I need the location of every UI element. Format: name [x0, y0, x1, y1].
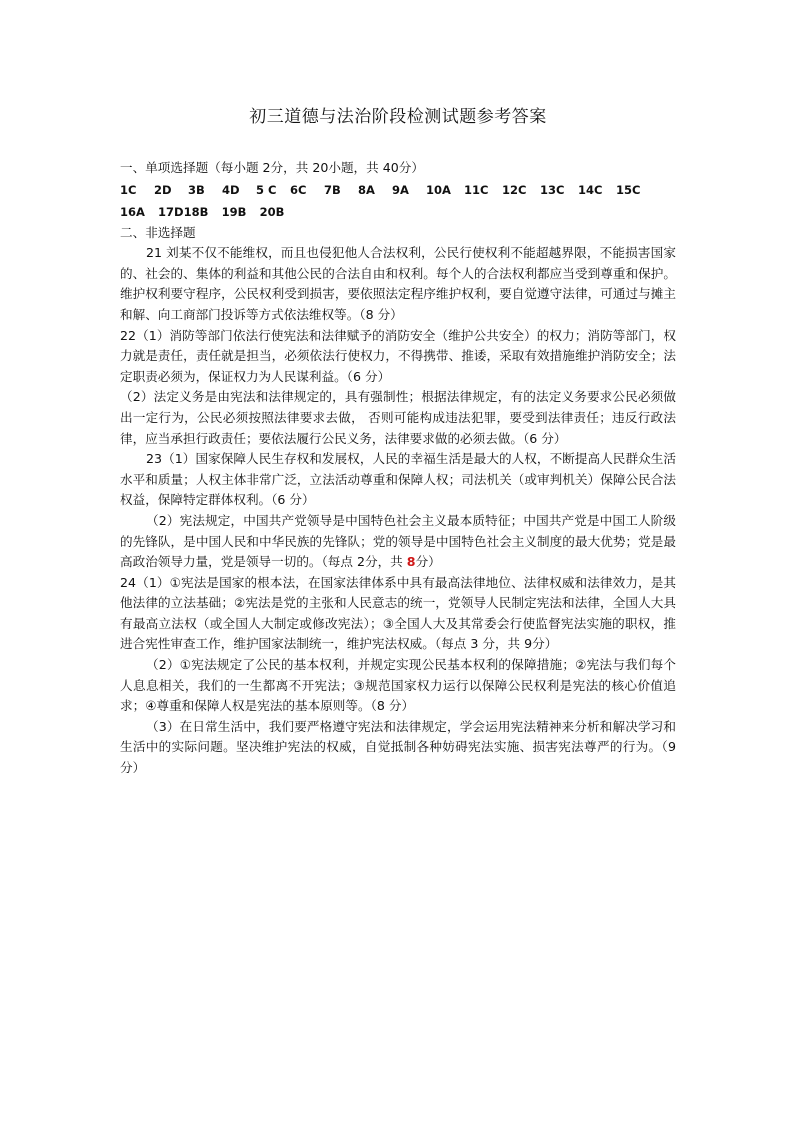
- answer-item: 1C: [120, 182, 137, 197]
- answer-item: 5 C: [256, 182, 277, 197]
- answer-q23-2-score: 8: [406, 554, 416, 570]
- answer-item: 10A: [426, 182, 451, 197]
- answer-item: 2D: [154, 182, 172, 197]
- answer-q23-2: [120, 511, 676, 573]
- section2-heading: 二、非选择题: [120, 224, 196, 240]
- answer-q21: 21 刘某不仅不能维权，而且也侵犯他人合法权利，公民行使权利不能超越界限，不能损害国家的、社会的、集体的利益和其他公民的合法自由和权利。每个人的合法权利都应当受到尊重和保护。维护权利要守程序，公民权利受到损害，要依照法定程序维护权利，要自觉遵守法律，可通过与摊主和解、向工商部门投诉等方式依法维权等。（8 分）: [120, 245, 676, 322]
- answer-q23-2-tail: 分）: [415, 554, 441, 570]
- answer-item: 19B: [221, 204, 247, 219]
- answer-item: 6C: [290, 182, 307, 197]
- answer-item: 7B: [324, 182, 341, 197]
- answer-q23-1: 23（1）国家保障人民生存权和发展权，人民的幸福生活是最大的人权，不断提高人民群众生活水平和质量；人权主体非常广泛，立法活动尊重和保障人权；司法机关（或审判机关）保障公民合法权益，保障特定群体权利。（6 分）: [120, 451, 676, 508]
- answer-item: 11C: [464, 182, 489, 197]
- answer-item: 4D: [222, 182, 240, 197]
- answer-item: 17D: [158, 204, 184, 219]
- answer-sheet: [120, 104, 676, 779]
- answer-item: 12C: [502, 182, 527, 197]
- page-title: 初三道德与法治阶段检测试题参考答案: [249, 107, 547, 127]
- choice-answer-list: [120, 179, 676, 223]
- answer-item: 13C: [540, 182, 565, 197]
- answer-item: 20B: [259, 204, 285, 219]
- answer-item: 8A: [358, 182, 375, 197]
- answer-q22-2: （2）法定义务是由宪法和法律规定的，具有强制性；根据法律规定，有的法定义务要求公民必须做出一定行为，公民必须按照法律要求去做， 否则可能构成违法犯罪，要受到法律责任；违反行政法律，应当承担行政责任；要依法履行公民义务，法律要求做的必须去做。（6 分）: [120, 389, 676, 446]
- answer-q22-1: 22（1）消防等部门依法行使宪法和法律赋予的消防安全（维护公共安全）的权力；消防等部门，权力就是责任，责任就是担当，必须依法行使权力，不得携带、推诿，采取有效措施维护消防安全；法定职责必须为，保证权力为人民谋利益。（6 分）: [120, 327, 676, 384]
- answer-item: 14C: [578, 182, 603, 197]
- answer-q24-2: （2）①宪法规定了公民的基本权利，并规定实现公民基本权利的保障措施；②宪法与我们每个人息息相关，我们的一生都离不开宪法；③规范国家权力运行以保障公民权利是宪法的核心价值追求；④尊重和保障人权是宪法的基本原则等。（8 分）: [120, 657, 676, 714]
- answer-q24-3: （3）在日常生活中，我们要严格遵守宪法和法律规定，学会运用宪法精神来分析和解决学习和生活中的实际问题。坚决维护宪法的权威，自觉抵制各种妨碍宪法实施、损害宪法尊严的行为。（9 分）: [120, 718, 676, 776]
- section1-heading: 一、单项选择题（每小题 2分，共 20小题，共 40分）: [120, 160, 424, 175]
- answer-q23-2-text: （2）宪法规定，中国共产党领导是中国特色社会主义最本质特征；中国共产党是中国工人阶级的先锋队，是中国人民和中华民族的先锋队；党的领导是中国特色社会主义制度的最大优势；党是最高政治领导力量，党是领导一切的。（每点 2分，共: [120, 512, 676, 570]
- answer-item: 18B: [183, 204, 209, 219]
- answer-item: 16A: [120, 204, 145, 219]
- answer-q24-1: 24（1）①宪法是国家的根本法，在国家法律体系中具有最高法律地位、法律权威和法律效力，是其他法律的立法基础；②宪法是党的主张和人民意志的统一，党领导人民制定宪法和法律，全国人大具有最高立法权（或全国人大制定或修改宪法）；③全国人大及其常委会行使监督宪法实施的职权，推进合宪性审查工作，维护国家法制统一，维护宪法权威。（每点 3 分，共 9分）: [120, 574, 676, 652]
- answer-item: 9A: [392, 182, 409, 197]
- answer-item: 3B: [188, 182, 205, 197]
- answer-item: 15C: [616, 182, 641, 197]
